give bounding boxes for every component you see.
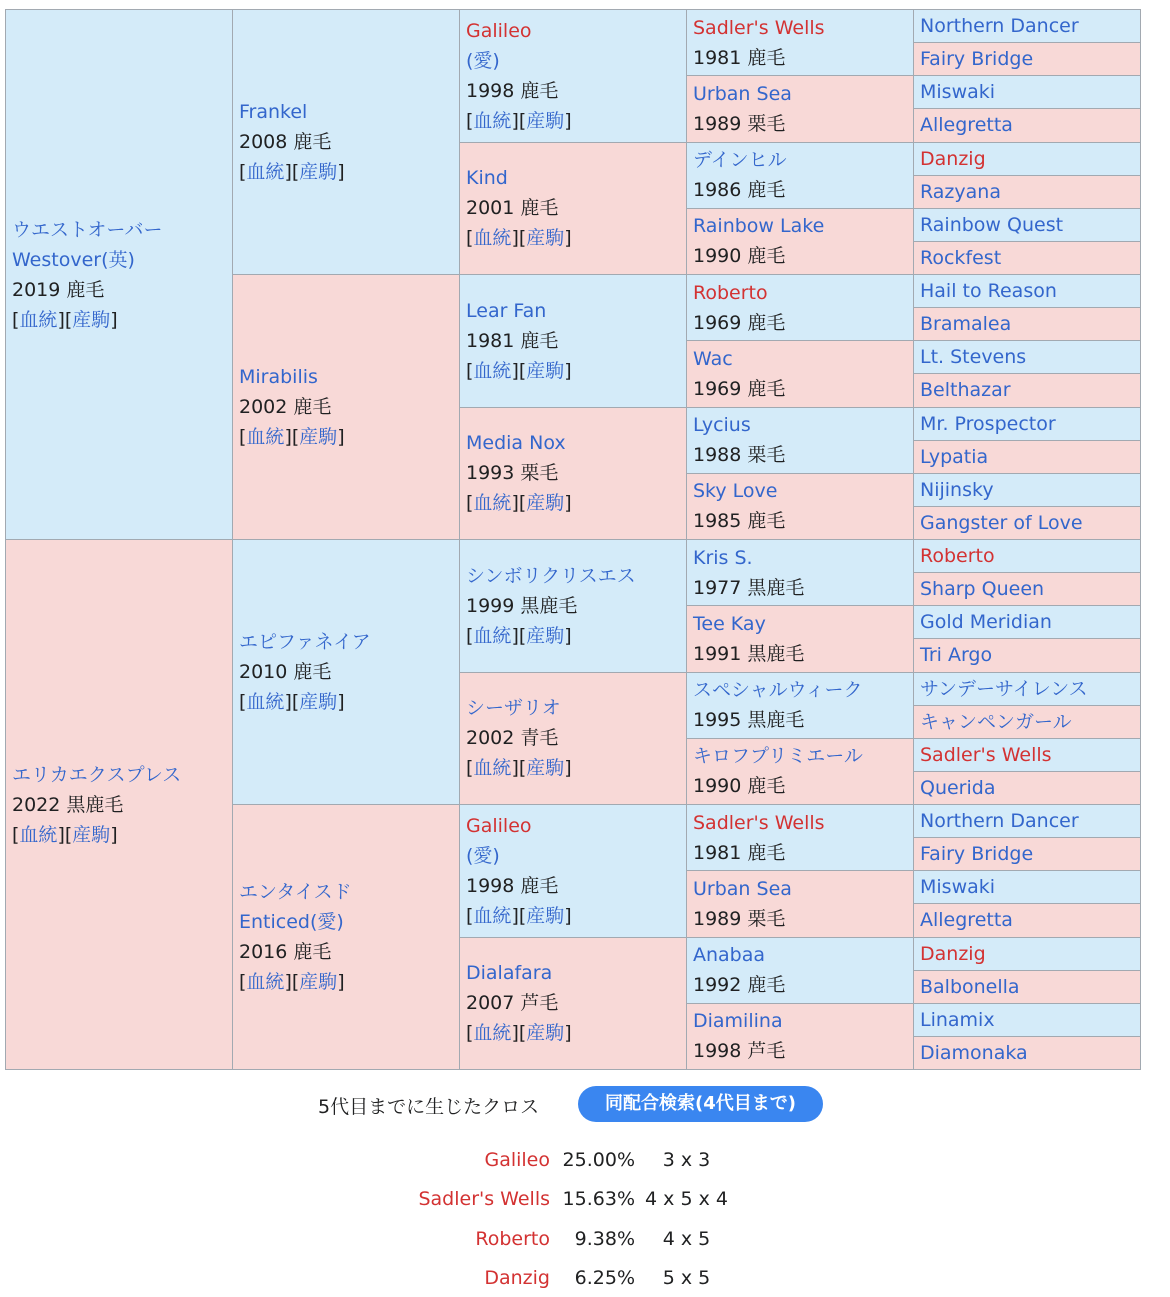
pedigree-link[interactable]: 血統 <box>473 757 512 780</box>
bracket: ] <box>337 971 345 993</box>
gen5-horse-name[interactable]: Miswaki <box>920 876 996 899</box>
gen3-links <box>466 621 680 651</box>
gen5-cell <box>914 275 1141 308</box>
cross-generation: 4 x 5 x 4 <box>645 1188 728 1211</box>
bracket: ] <box>337 161 345 183</box>
bracket: ][ <box>284 161 300 183</box>
bracket: [ <box>12 308 20 331</box>
pedigree-link[interactable]: 血統 <box>19 308 58 331</box>
gen4-horse-name[interactable]: Sadler's Wells <box>693 16 825 39</box>
bracket: ][ <box>284 426 300 448</box>
cross-horse-name[interactable]: Galileo <box>484 1148 550 1171</box>
gen3-links <box>466 356 680 386</box>
bracket: ] <box>564 904 572 927</box>
gen5-horse-name[interactable]: Lt. Stevens <box>920 346 1027 369</box>
gen4-cell <box>687 540 914 606</box>
gen3-horse-name[interactable]: シーザリオ <box>466 697 561 720</box>
bracket: ][ <box>511 757 527 780</box>
gen5-horse-name[interactable]: Tri Argo <box>920 644 993 667</box>
gen4-cell <box>687 10 914 76</box>
gen5-horse-name[interactable]: Danzig <box>920 942 986 965</box>
gen5-horse-name[interactable]: Mr. Prospector <box>920 412 1056 435</box>
gen5-cell <box>914 540 1141 573</box>
cross-generation: 4 x 5 <box>662 1227 711 1250</box>
progeny-link[interactable]: 産駒 <box>526 109 565 132</box>
progeny-link[interactable]: 産駒 <box>526 1022 565 1045</box>
bracket: [ <box>466 757 474 780</box>
gen5-horse-name[interactable]: Balbonella <box>920 975 1020 998</box>
bracket: ][ <box>511 492 527 515</box>
pedigree-link[interactable]: 血統 <box>473 492 512 515</box>
gen2-horse-name[interactable]: Mirabilis <box>239 366 318 388</box>
gen5-horse-name[interactable]: キャンペンガール <box>920 710 1072 733</box>
gen5-cell <box>914 308 1141 341</box>
gen4-cell <box>687 871 914 937</box>
gen3-cell <box>460 672 687 805</box>
gen5-horse-name[interactable]: Fairy Bridge <box>920 48 1034 71</box>
gen4-cell <box>687 76 914 142</box>
gen1-links <box>12 820 226 850</box>
gen2-horse-info: 2002 鹿毛 <box>239 396 332 418</box>
gen3-horse-info: 1999 黒鹿毛 <box>466 594 578 617</box>
gen5-cell <box>914 341 1141 374</box>
cross-horse-name[interactable]: Danzig <box>484 1267 550 1290</box>
cross-row <box>414 1140 734 1180</box>
gen3-links <box>466 1018 680 1048</box>
pedigree-link[interactable]: 血統 <box>19 823 58 846</box>
progeny-link[interactable]: 産駒 <box>526 492 565 515</box>
gen5-cell <box>914 970 1141 1003</box>
gen3-horse-name2[interactable]: (愛) <box>466 49 500 72</box>
pedigree-link[interactable]: 血統 <box>473 1022 512 1045</box>
cross-generation: 3 x 3 <box>662 1148 711 1171</box>
gen2-links <box>239 967 453 997</box>
gen5-horse-name[interactable]: Sharp Queen <box>920 578 1045 601</box>
cross-generation: 5 x 5 <box>662 1267 711 1290</box>
gen4-horse-name[interactable]: キロフプリミエール <box>693 745 863 768</box>
gen2-links <box>239 422 453 452</box>
cross-percentage: 6.25% <box>574 1267 635 1290</box>
progeny-link[interactable]: 産駒 <box>299 426 338 448</box>
gen4-horse-info: 1995 黒鹿毛 <box>693 709 805 732</box>
gen5-horse-name[interactable]: サンデーサイレンス <box>920 677 1088 700</box>
gen4-horse-name[interactable]: デインヒル <box>693 149 787 172</box>
gen5-cell <box>914 10 1141 43</box>
gen4-horse-name[interactable]: Diamilina <box>693 1010 783 1033</box>
progeny-link[interactable]: 産駒 <box>526 904 565 927</box>
pedigree-link[interactable]: 血統 <box>473 359 512 382</box>
gen3-cell <box>460 142 687 275</box>
gen2-horse-info: 2008 鹿毛 <box>239 131 332 153</box>
gen3-cell <box>460 275 687 408</box>
bracket: ] <box>337 691 345 713</box>
bracket: ] <box>564 227 572 250</box>
gen5-cell <box>914 473 1141 506</box>
cross-horse-name[interactable]: Roberto <box>475 1227 550 1250</box>
bracket: ] <box>564 492 572 515</box>
pedigree-link[interactable]: 血統 <box>473 904 512 927</box>
bracket: [ <box>239 426 247 448</box>
gen5-cell <box>914 573 1141 606</box>
cross-row <box>414 1180 734 1220</box>
gen5-cell <box>914 805 1141 838</box>
gen1-links <box>12 305 226 335</box>
pedigree-table <box>5 9 1141 1070</box>
gen5-cell <box>914 374 1141 407</box>
gen4-horse-name[interactable]: Urban Sea <box>693 877 792 900</box>
bracket: ] <box>564 1022 572 1045</box>
gen4-horse-info: 1969 鹿毛 <box>693 311 786 334</box>
gen2-horse-name[interactable]: エンタイスド <box>239 881 352 903</box>
gen2-links <box>239 157 453 187</box>
gen2-links <box>239 687 453 717</box>
gen3-links <box>466 901 680 931</box>
gen4-cell <box>687 738 914 804</box>
gen5-horse-name[interactable]: Fairy Bridge <box>920 843 1034 866</box>
gen5-cell <box>914 639 1141 672</box>
bracket: [ <box>466 1022 474 1045</box>
gen5-horse-name[interactable]: Northern Dancer <box>920 810 1079 833</box>
gen5-cell <box>914 838 1141 871</box>
gen3-horse-info: 2007 芦毛 <box>466 992 559 1015</box>
gen4-cell <box>687 407 914 473</box>
gen3-horse-info: 1993 栗毛 <box>466 462 559 485</box>
gen3-horse-name[interactable]: Galileo <box>466 19 532 42</box>
gen3-links <box>466 223 680 253</box>
gen5-horse-name[interactable]: Northern Dancer <box>920 15 1079 38</box>
gen1-horse-name[interactable]: ウエストオーバー <box>12 218 163 241</box>
gen4-horse-name[interactable]: Anabaa <box>693 944 766 967</box>
pedigree-link[interactable]: 血統 <box>246 426 285 448</box>
gen5-cell <box>914 506 1141 539</box>
cross-section <box>0 1084 1170 1124</box>
gen5-cell <box>914 1036 1141 1069</box>
gen4-horse-info: 1969 鹿毛 <box>693 377 786 400</box>
gen4-horse-info: 1981 鹿毛 <box>693 841 786 864</box>
gen5-cell <box>914 771 1141 804</box>
gen2-horse-name[interactable]: Frankel <box>239 101 308 123</box>
bracket: [ <box>466 359 474 382</box>
gen3-links <box>466 488 680 518</box>
gen2-horse-info: 2010 鹿毛 <box>239 661 332 683</box>
gen5-cell <box>914 672 1141 705</box>
gen4-horse-info: 1988 栗毛 <box>693 444 786 467</box>
gen5-horse-name[interactable]: Belthazar <box>920 379 1011 402</box>
pedigree-link[interactable]: 血統 <box>246 971 285 993</box>
gen3-horse-info: 1981 鹿毛 <box>466 329 559 352</box>
gen3-cell <box>460 937 687 1070</box>
gen5-cell <box>914 1003 1141 1036</box>
gen5-horse-name[interactable]: Danzig <box>920 147 986 170</box>
bracket: ][ <box>511 904 527 927</box>
bracket: ][ <box>57 308 73 331</box>
gen3-horse-info: 1998 鹿毛 <box>466 874 559 897</box>
gen5-cell <box>914 606 1141 639</box>
gen5-cell <box>914 440 1141 473</box>
gen4-horse-name[interactable]: Sadler's Wells <box>693 811 825 834</box>
pedigree-link[interactable]: 血統 <box>473 624 512 647</box>
bracket: [ <box>466 492 474 515</box>
gen1-cell <box>6 540 233 1070</box>
pedigree-link[interactable]: 血統 <box>246 161 285 183</box>
cross-title: 5代目までに生じたクロス <box>318 1096 540 1118</box>
bracket: [ <box>239 161 247 183</box>
gen5-horse-name[interactable]: Allegretta <box>920 909 1013 932</box>
bracket: ][ <box>511 227 527 250</box>
progeny-link[interactable]: 産駒 <box>526 227 565 250</box>
gen4-cell <box>687 275 914 341</box>
gen2-horse-info: 2016 鹿毛 <box>239 941 332 963</box>
gen4-horse-info: 1998 芦毛 <box>693 1040 786 1063</box>
gen4-horse-name[interactable]: Lycius <box>693 414 751 437</box>
gen5-horse-name[interactable]: Rockfest <box>920 246 1002 269</box>
gen4-horse-info: 1989 栗毛 <box>693 907 786 930</box>
gen4-horse-name[interactable]: Rainbow Lake <box>693 215 825 238</box>
cross-percentage: 15.63% <box>562 1188 635 1211</box>
gen5-cell <box>914 76 1141 109</box>
gen5-horse-name[interactable]: Lypatia <box>920 445 989 468</box>
cross-horse-name[interactable]: Sadler's Wells <box>418 1188 550 1211</box>
bracket: [ <box>466 624 474 647</box>
gen4-horse-name[interactable]: Sky Love <box>693 480 778 503</box>
gen4-horse-info: 1991 黒鹿毛 <box>693 642 805 665</box>
cross-search-button[interactable]: 同配合検索(4代目まで) <box>578 1086 823 1122</box>
bracket: ][ <box>57 823 73 846</box>
pedigree-link[interactable]: 血統 <box>246 691 285 713</box>
gen5-horse-name[interactable]: Rainbow Quest <box>920 213 1064 236</box>
gen5-horse-name[interactable]: Gold Meridian <box>920 611 1052 634</box>
gen3-cell <box>460 10 687 143</box>
bracket: ][ <box>511 624 527 647</box>
gen3-horse-name[interactable]: Dialafara <box>466 962 553 985</box>
gen5-cell <box>914 871 1141 904</box>
bracket: [ <box>466 904 474 927</box>
gen5-cell <box>914 937 1141 970</box>
gen5-horse-name[interactable]: Querida <box>920 776 996 799</box>
gen5-cell <box>914 208 1141 241</box>
bracket: ][ <box>511 109 527 132</box>
gen4-cell <box>687 208 914 274</box>
gen1-cell <box>6 10 233 540</box>
gen4-horse-name[interactable]: Kris S. <box>693 546 753 569</box>
gen5-horse-name[interactable]: Diamonaka <box>920 1041 1028 1064</box>
gen3-horse-name[interactable]: Kind <box>466 167 508 190</box>
gen1-horse-name2[interactable]: Westover(英) <box>12 248 135 271</box>
gen4-horse-info: 1990 鹿毛 <box>693 245 786 268</box>
gen4-cell <box>687 473 914 539</box>
gen5-horse-name[interactable]: Linamix <box>920 1008 995 1031</box>
progeny-link[interactable]: 産駒 <box>526 624 565 647</box>
bracket: [ <box>466 109 474 132</box>
bracket: ][ <box>284 691 300 713</box>
gen4-horse-name[interactable]: スペシャルウィーク <box>693 679 863 702</box>
bracket: ][ <box>511 1022 527 1045</box>
pedigree-row <box>6 540 1141 573</box>
gen3-links <box>466 753 680 783</box>
bracket: ] <box>110 823 118 846</box>
bracket: [ <box>12 823 20 846</box>
gen4-cell <box>687 341 914 407</box>
gen3-cell <box>460 805 687 938</box>
progeny-link[interactable]: 産駒 <box>526 359 565 382</box>
gen2-cell <box>233 10 460 275</box>
gen5-horse-name[interactable]: Allegretta <box>920 114 1013 137</box>
gen4-horse-name[interactable]: Urban Sea <box>693 82 792 105</box>
progeny-link[interactable]: 産駒 <box>526 757 565 780</box>
cross-percentage: 25.00% <box>562 1148 635 1171</box>
gen2-cell <box>233 805 460 1070</box>
gen3-cell <box>460 407 687 540</box>
gen3-horse-name2[interactable]: (愛) <box>466 844 500 867</box>
gen2-horse-name[interactable]: エピファネイア <box>239 631 371 653</box>
gen3-horse-info: 2001 鹿毛 <box>466 197 559 220</box>
gen5-horse-name[interactable]: Sadler's Wells <box>920 743 1052 766</box>
gen4-horse-info: 1981 鹿毛 <box>693 46 786 69</box>
progeny-link[interactable]: 産駒 <box>299 971 338 993</box>
gen1-horse-info: 2022 黒鹿毛 <box>12 793 124 816</box>
gen4-cell <box>687 606 914 672</box>
gen5-horse-name[interactable]: Razyana <box>920 180 1001 203</box>
progeny-link[interactable]: 産駒 <box>299 691 338 713</box>
bracket: [ <box>466 227 474 250</box>
gen3-horse-name[interactable]: Media Nox <box>466 432 566 455</box>
bracket: ] <box>564 757 572 780</box>
pedigree-row <box>6 10 1141 43</box>
gen3-horse-name[interactable]: シンボリクリスエス <box>466 564 636 587</box>
gen4-horse-name[interactable]: Wac <box>693 347 733 370</box>
gen4-cell <box>687 937 914 1003</box>
gen4-horse-info: 1977 黒鹿毛 <box>693 576 805 599</box>
gen4-cell <box>687 672 914 738</box>
gen3-horse-name[interactable]: Galileo <box>466 814 532 837</box>
gen2-cell <box>233 275 460 540</box>
gen3-cell <box>460 540 687 673</box>
gen5-horse-name[interactable]: Miswaki <box>920 81 996 104</box>
cross-table <box>414 1140 734 1297</box>
bracket: ] <box>564 624 572 647</box>
gen5-cell <box>914 175 1141 208</box>
gen5-cell <box>914 407 1141 440</box>
gen4-cell <box>687 1003 914 1069</box>
gen4-horse-info: 1985 鹿毛 <box>693 510 786 533</box>
gen1-horse-name[interactable]: エリカエクスプレス <box>12 763 182 786</box>
gen4-horse-info: 1986 鹿毛 <box>693 179 786 202</box>
bracket: [ <box>239 691 247 713</box>
gen5-cell <box>914 142 1141 175</box>
gen3-horse-name[interactable]: Lear Fan <box>466 299 547 322</box>
cross-row <box>414 1219 734 1259</box>
gen5-horse-name[interactable]: Roberto <box>920 545 995 568</box>
gen2-horse-name2[interactable]: Enticed(愛) <box>239 911 344 933</box>
gen4-horse-name[interactable]: Roberto <box>693 281 768 304</box>
gen5-cell <box>914 738 1141 771</box>
gen5-horse-name[interactable]: Hail to Reason <box>920 280 1057 303</box>
bracket: [ <box>239 971 247 993</box>
gen4-horse-info: 1992 鹿毛 <box>693 974 786 997</box>
gen5-cell <box>914 904 1141 937</box>
gen5-horse-name[interactable]: Bramalea <box>920 313 1012 336</box>
pedigree-link[interactable]: 血統 <box>473 227 512 250</box>
gen1-horse-info: 2019 鹿毛 <box>12 278 105 301</box>
gen5-cell <box>914 43 1141 76</box>
gen4-cell <box>687 142 914 208</box>
cross-percentage: 9.38% <box>574 1227 635 1250</box>
gen5-cell <box>914 109 1141 142</box>
progeny-link[interactable]: 産駒 <box>299 161 338 183</box>
pedigree-link[interactable]: 血統 <box>473 109 512 132</box>
bracket: ] <box>564 109 572 132</box>
cross-row <box>414 1259 734 1297</box>
gen4-horse-name[interactable]: Tee Kay <box>693 612 766 635</box>
gen5-cell <box>914 705 1141 738</box>
gen5-horse-name[interactable]: Nijinsky <box>920 478 994 501</box>
gen3-horse-info: 1998 鹿毛 <box>466 79 559 102</box>
bracket: ][ <box>511 359 527 382</box>
gen3-links <box>466 106 680 136</box>
gen2-cell <box>233 540 460 805</box>
gen5-horse-name[interactable]: Gangster of Love <box>920 511 1083 534</box>
bracket: ] <box>110 308 118 331</box>
gen5-cell <box>914 241 1141 274</box>
bracket: ] <box>337 426 345 448</box>
gen3-horse-info: 2002 青毛 <box>466 727 559 750</box>
bracket: ][ <box>284 971 300 993</box>
gen4-cell <box>687 805 914 871</box>
progeny-link[interactable]: 産駒 <box>72 823 111 846</box>
progeny-link[interactable]: 産駒 <box>72 308 111 331</box>
bracket: ] <box>564 359 572 382</box>
gen4-horse-info: 1990 鹿毛 <box>693 775 786 798</box>
gen4-horse-info: 1989 栗毛 <box>693 112 786 135</box>
